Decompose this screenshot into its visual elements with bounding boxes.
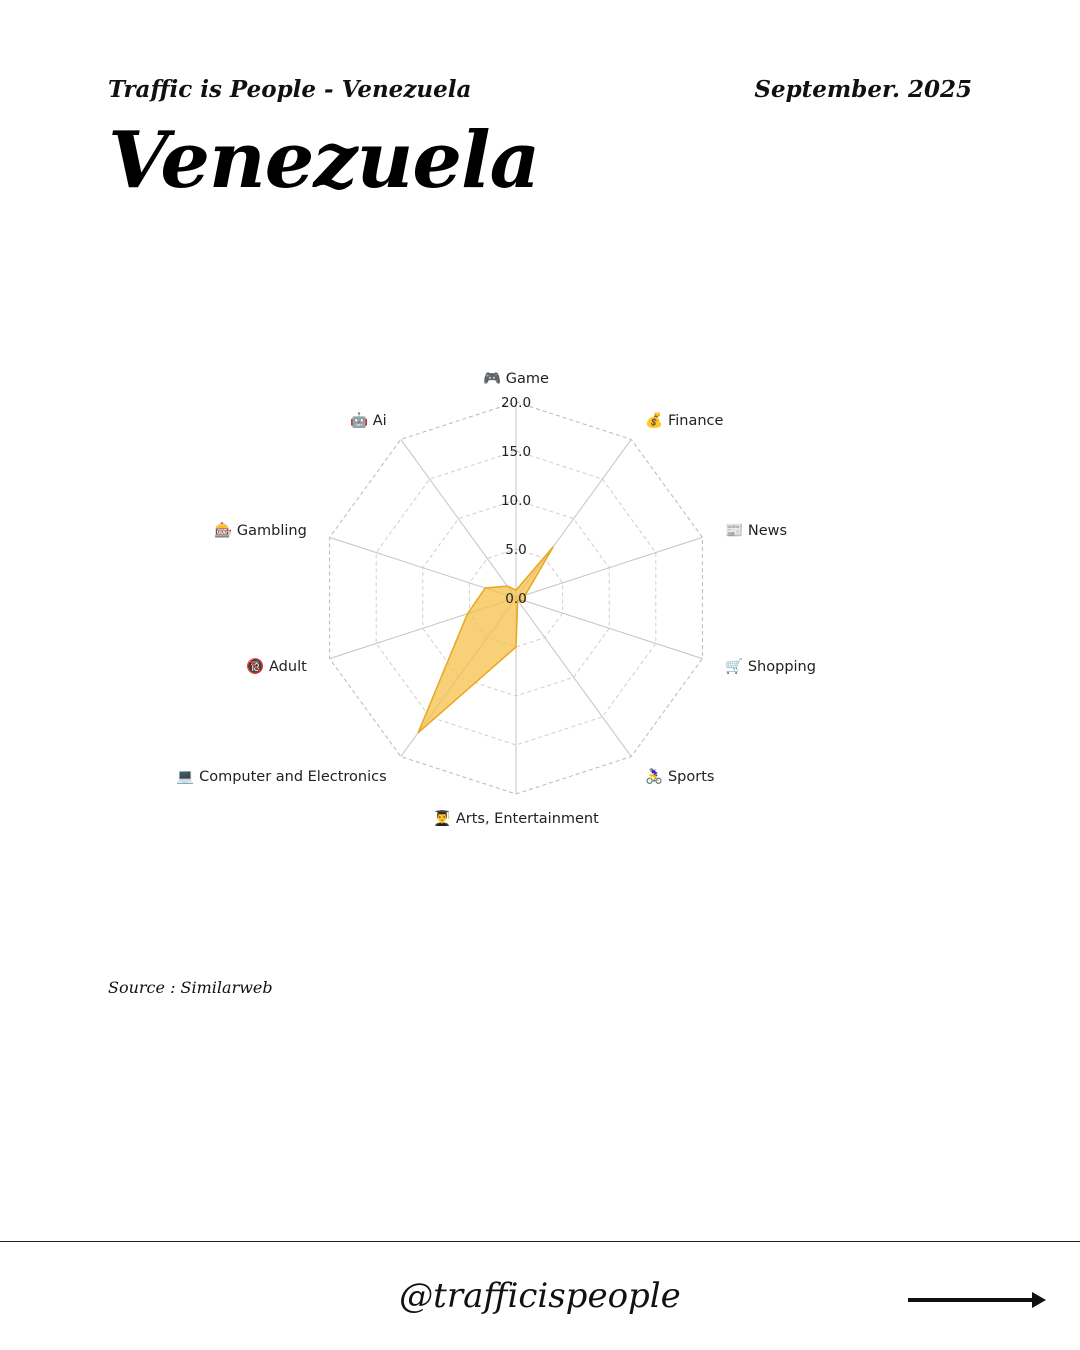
category-label: 🎮 Game xyxy=(483,371,549,387)
category-label: 🚴‍♀️ Sports xyxy=(645,769,715,785)
axis-spoke xyxy=(401,439,516,598)
category-label: 📰 News xyxy=(725,523,788,539)
series-area xyxy=(418,547,553,733)
category-label: 🤖 Ai xyxy=(350,413,387,429)
category-label: 🔞 Adult xyxy=(246,659,307,675)
header-subtitle: Traffic is People - Venezuela xyxy=(108,76,472,103)
page-title: Venezuela xyxy=(108,115,540,206)
category-label: 🎰 Gambling xyxy=(214,523,307,539)
next-arrow-icon[interactable] xyxy=(908,1290,1048,1310)
footer-divider xyxy=(0,1241,1080,1242)
category-label: 🛒 Shopping xyxy=(725,659,816,675)
radar-chart xyxy=(0,340,1080,860)
radial-tick-label: 0.0 xyxy=(505,591,527,607)
social-handle[interactable]: @trafficispeople xyxy=(399,1276,681,1316)
axis-spoke xyxy=(516,598,702,659)
axis-spoke xyxy=(516,598,631,757)
radial-tick-label: 15.0 xyxy=(500,444,532,460)
category-label: 💻 Computer and Electronics xyxy=(176,769,387,785)
radial-tick-label: 20.0 xyxy=(500,395,532,411)
category-label: 👨‍🎓 Arts, Entertainment xyxy=(433,811,599,827)
source-note: Source : Similarweb xyxy=(108,978,273,997)
header-date: September. 2025 xyxy=(754,76,972,103)
radial-tick-label: 10.0 xyxy=(500,493,532,509)
radar-series xyxy=(418,547,553,733)
category-label: 💰 Finance xyxy=(645,413,724,429)
radial-tick-label: 5.0 xyxy=(505,542,527,558)
